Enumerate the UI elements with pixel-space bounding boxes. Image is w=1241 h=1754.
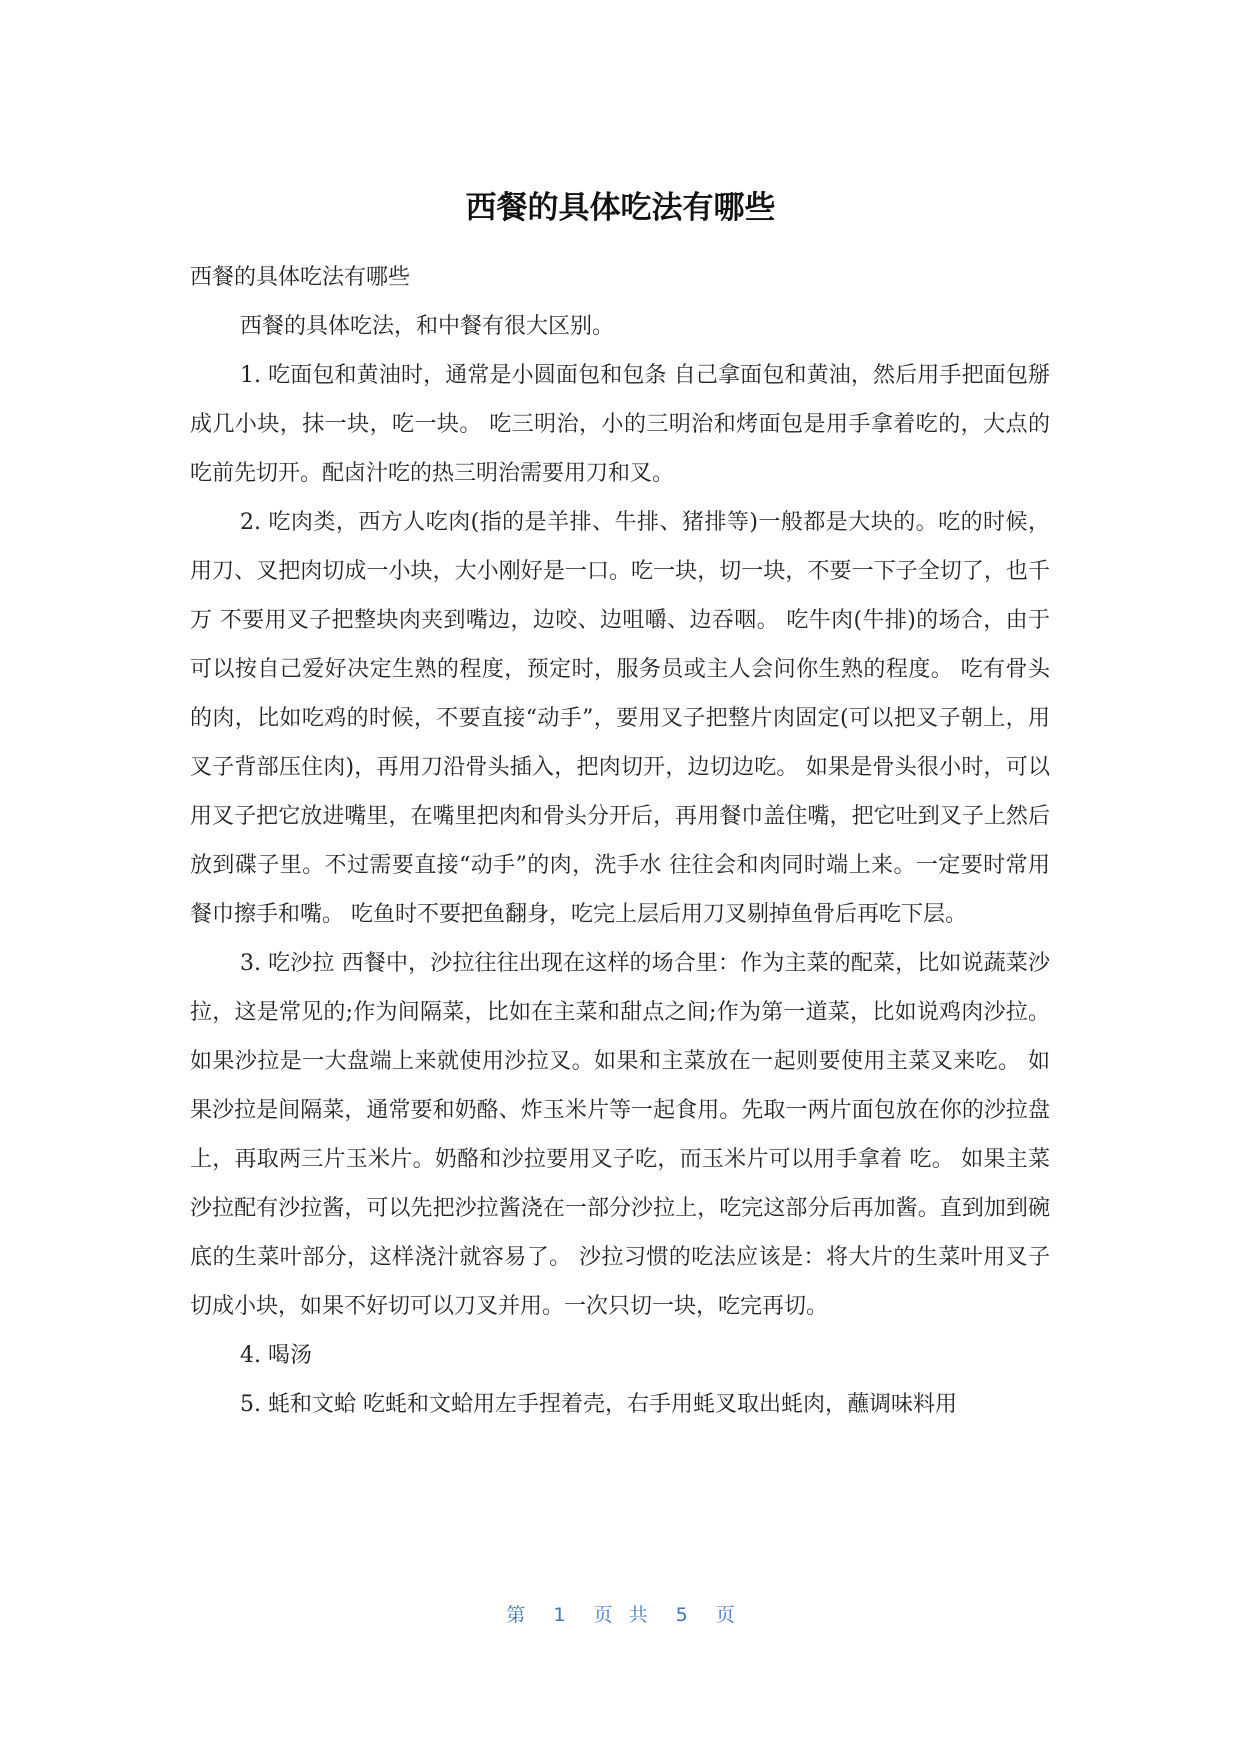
footer-label-pages: 页 [715,1604,735,1626]
page-footer [0,1600,1241,1630]
paragraph-bread: 1. 吃面包和黄油时，通常是小圆面包和包条 自己拿面包和黄油，然后用手把面包掰成几小块，抹一块，吃一块。 吃三明治，小的三明治和烤面包是用手拿着吃的，大点的吃前先切开。配卤汁吃的热三明治需要用刀和叉。 [190,363,1050,486]
footer-label-of: 页 共 [593,1604,648,1626]
paragraph-intro: 西餐的具体吃法，和中餐有很大区别。 [240,314,615,339]
document-subtitle: 西餐的具体吃法有哪些 [190,265,411,290]
document-title: 西餐的具体吃法有哪些 [465,190,776,226]
document-body [190,253,1050,1429]
footer-label-page: 第 [506,1604,526,1626]
footer-current-page: 1 [553,1604,566,1626]
footer-total-pages: 5 [675,1604,688,1626]
paragraph-salad: 3. 吃沙拉 西餐中，沙拉往往出现在这样的场合里：作为主菜的配菜，比如说蔬菜沙拉，这是常见的;作为间隔菜，比如在主菜和甜点之间;作为第一道菜，比如说鸡肉沙拉。 如果沙拉是一大盘端上来就使用沙拉叉。如果和主菜放在一起则要使用主菜叉来吃。 如果沙拉是间隔菜，通常要和奶酪、炸玉米片等一起食用。先取一两片面包放在你的沙拉盘上，再取两三片玉米片。奶酪和沙拉要用叉子吃，而玉米片可以用手拿着 吃。 如果主菜沙拉配有沙拉酱，可以先把沙拉酱浇在一部分沙拉上，吃完这部分后再加酱。直到加到碗底的生菜叶部分，这样浇汁就容易了。 沙拉习惯的吃法应该是：将大片的生菜叶用叉子切成小块，如果不好切可以刀叉并用。一次只切一块，吃完再切。 [190,951,1050,1319]
paragraph-oyster: 5. 蚝和文蛤 吃蚝和文蛤用左手捏着壳，右手用蚝叉取出蚝肉，蘸调味料用 [240,1392,957,1417]
paragraph-meat: 2. 吃肉类，西方人吃肉(指的是羊排、牛排、猪排等)一般都是大块的。吃的时候，用刀、叉把肉切成一小块，大小刚好是一口。吃一块，切一块，不要一下子全切了，也千万 不要用叉子把整块肉夹到嘴边，边咬、边咀嚼、边吞咽。 吃牛肉(牛排)的场合，由于可以按自己爱好决定生熟的程度，预定时，服务员或主人会问你生熟的程度。 吃有骨头的肉，比如吃鸡的时候，不要直接“动手”，要用叉子把整片肉固定(可以把叉子朝上，用叉子背部压住肉)，再用刀沿骨头插入，把肉切开，边切边吃。 如果是骨头很小时，可以用叉子把它放进嘴里，在嘴里把肉和骨头分开后，再用餐巾盖住嘴，把它吐到叉子上然后放到碟子里。不过需要直接“动手”的肉，洗手水 往往会和肉同时端上来。一定要时常用餐巾擦手和嘴。 吃鱼时不要把鱼翻身，吃完上层后用刀叉剔掉鱼骨后再吃下层。 [190,510,1050,927]
paragraph-soup: 4. 喝汤 [240,1343,312,1368]
